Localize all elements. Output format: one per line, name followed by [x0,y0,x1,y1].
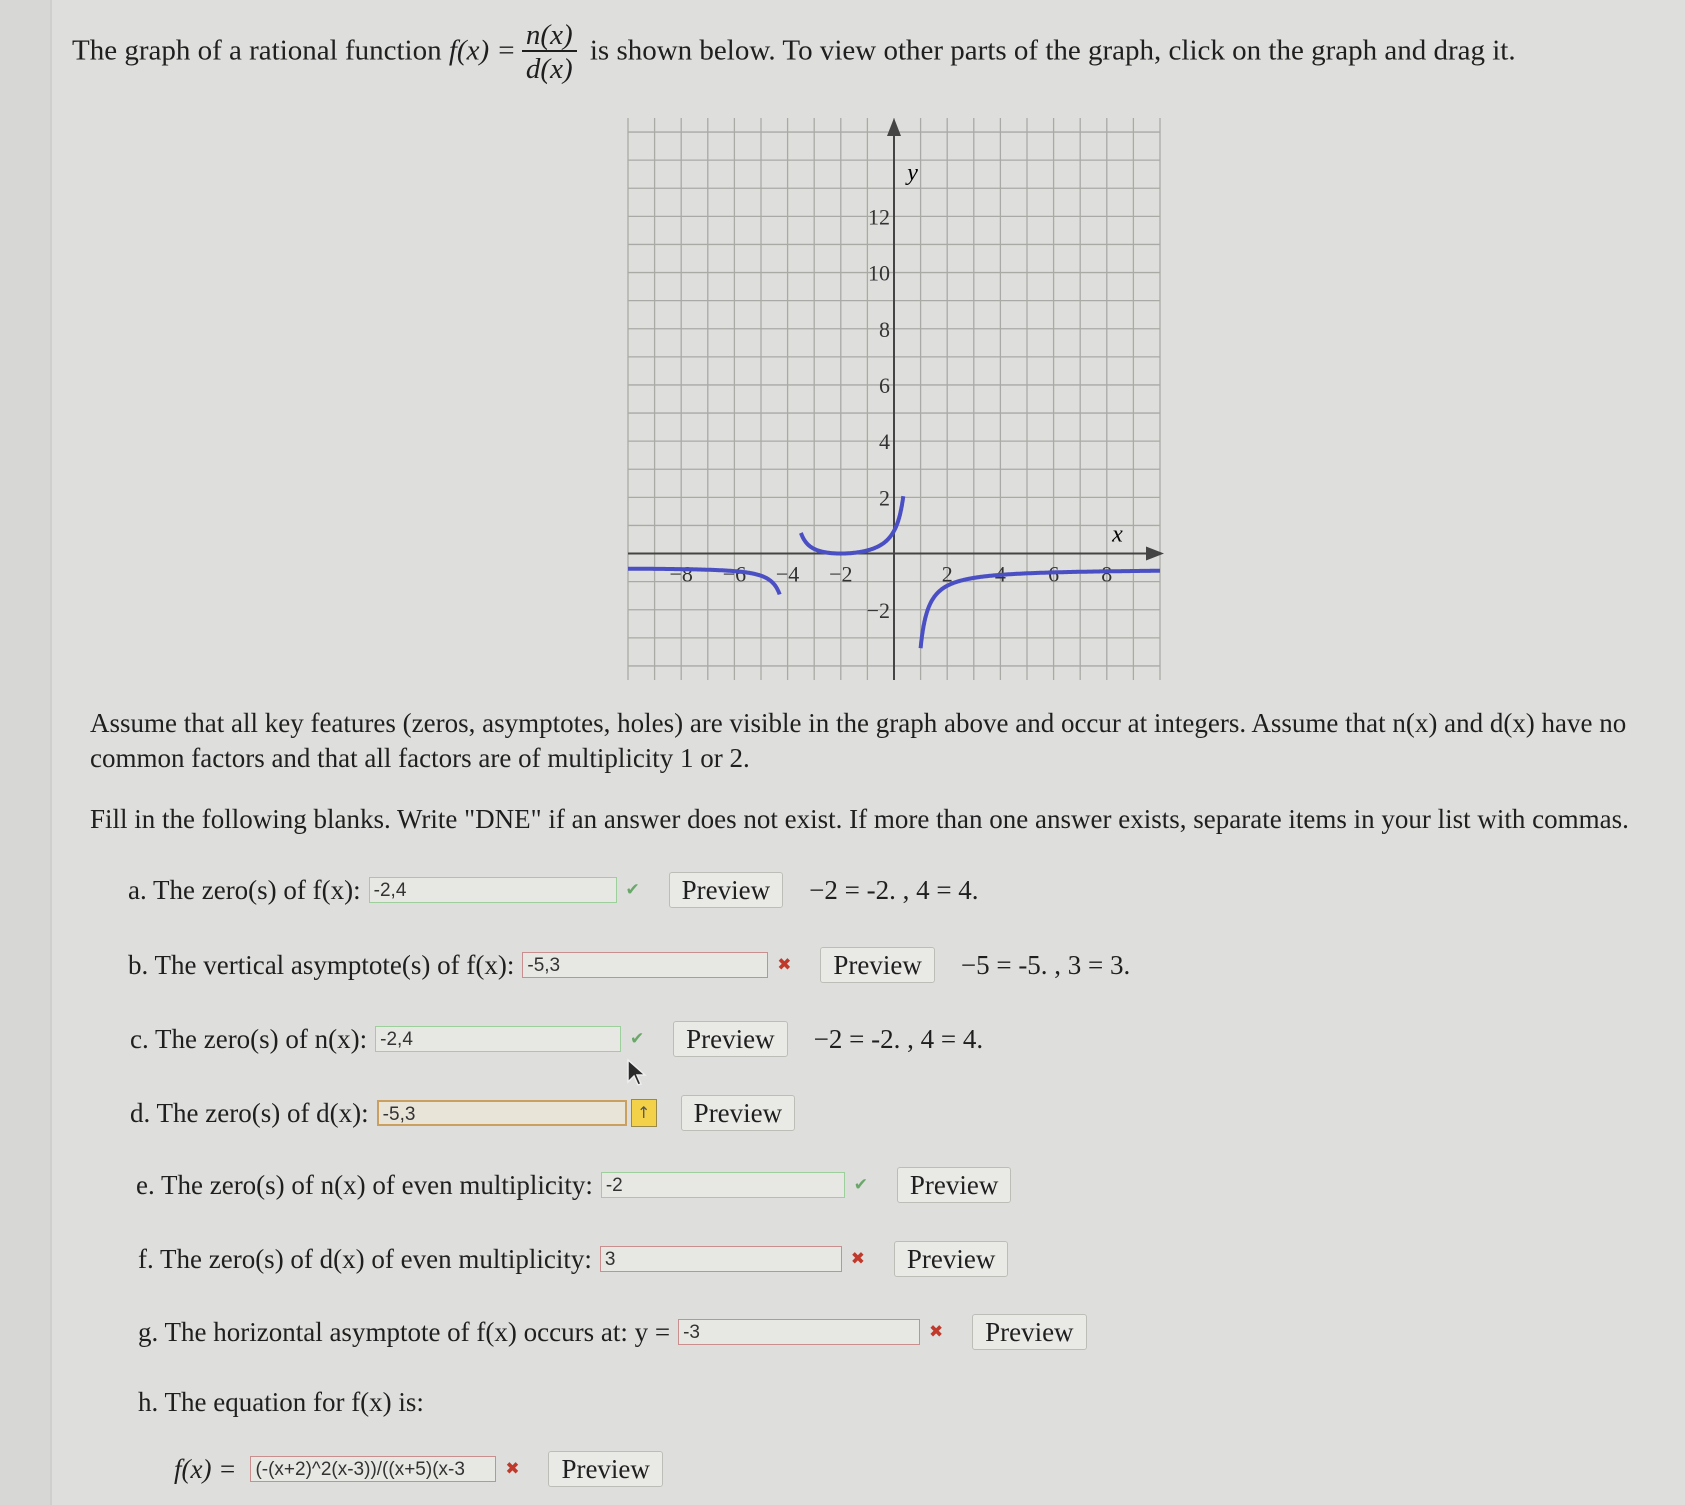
preview-b-result: −5 = -5. , 3 = 3. [960,950,1131,980]
incorrect-icon: ✖ [777,955,792,975]
y-axis-arrow [887,118,901,136]
x-axis-label: x [1112,521,1123,548]
x-tick-label: −8 [669,561,693,587]
question-h [138,1384,424,1420]
x-tick-label: −6 [722,561,747,587]
intro-fraction [522,20,577,86]
preview-g-button[interactable]: Preview [972,1314,1086,1350]
answer-d-input[interactable]: -5,3 [377,1100,627,1126]
preview-a-result: −2 = -2. , 4 = 4. [809,875,979,905]
question-g-label: g. The horizontal asymptote of f(x) occurs at: y = [138,1317,671,1347]
y-tick-label: 6 [879,372,890,398]
preview-d-button[interactable]: Preview [681,1095,795,1131]
preview-f-button[interactable]: Preview [894,1241,1008,1277]
question-g [138,1314,1087,1350]
incorrect-icon: ✖ [850,1249,865,1269]
answer-b-input[interactable]: -5,3 [522,952,768,978]
assumption-paragraph: Assume that all key features (zeros, asymptotes, holes) are visible in the graph above and occur at integers. Assume that n(x) and d(x) have no common factors and that all factors are of multiplicity 1 or 2. [90,708,1627,773]
fraction-numerator: n(x) [522,20,577,52]
x-tick-label: 2 [941,561,953,587]
preview-a-button[interactable]: Preview [669,872,783,908]
answer-h-input[interactable]: (-(x+2)^2(x-3))/((x+5)(x-3 [250,1456,496,1482]
x-tick-label: −4 [775,561,800,587]
x-tick-label: 4 [994,561,1006,587]
y-tick-label: 12 [868,204,890,230]
question-a-label: a. The zero(s) of f(x): [128,875,361,905]
warning-arrow-icon: ↑ [631,1099,657,1127]
question-a [128,872,979,908]
question-h-equation [174,1451,663,1487]
incorrect-icon: ✖ [505,1459,520,1479]
y-tick-label: 8 [879,316,890,342]
preview-h-button[interactable]: Preview [548,1451,662,1487]
y-tick-label: 4 [879,429,890,455]
preview-c-result: −2 = -2. , 4 = 4. [813,1024,984,1054]
question-e-label: e. The zero(s) of n(x) of even multiplicity: [136,1170,593,1200]
question-e [136,1167,1011,1203]
x-tick-label: 6 [1048,561,1060,587]
mouse-cursor-icon [626,1058,648,1088]
preview-c-button[interactable]: Preview [673,1021,787,1057]
question-c [130,1021,983,1057]
intro-text-before: The graph of a rational function [72,34,449,67]
question-c-label: c. The zero(s) of n(x): [130,1024,368,1054]
correct-icon: ✔ [625,880,640,900]
preview-b-button[interactable]: Preview [820,947,934,983]
y-tick-label: 2 [879,485,890,511]
answer-c-input[interactable]: -2,4 [375,1026,621,1052]
incorrect-icon: ✖ [928,1322,944,1342]
x-tick-label: −2 [829,561,853,587]
question-h-label: h. The equation for f(x) is: [138,1387,424,1417]
question-b-label: b. The vertical asymptote(s) of f(x): [128,950,515,980]
x-axis-arrow [1146,547,1164,561]
equation-lhs: f(x) = [174,1454,237,1484]
problem-intro [72,20,1672,86]
correct-icon: ✔ [630,1029,645,1049]
problem-page [50,0,1685,1505]
question-f-label: f. The zero(s) of d(x) of even multiplicity: [138,1244,592,1274]
question-d [130,1095,795,1131]
intro-function-lhs: f(x) = [448,34,516,67]
preview-e-button[interactable]: Preview [897,1167,1011,1203]
y-axis-label: y [907,159,918,186]
rational-function-graph[interactable] [612,110,1172,690]
answer-f-input[interactable]: 3 [600,1246,842,1272]
answer-g-input[interactable]: -3 [678,1319,920,1345]
question-f [138,1241,1008,1277]
y-tick-label: −2 [866,597,890,623]
correct-icon: ✔ [853,1175,868,1195]
intro-text-after: is shown below. To view other parts of the graph, click on the graph and drag it. [582,34,1516,67]
fraction-denominator: d(x) [525,53,573,85]
question-b [128,947,1130,983]
question-d-label: d. The zero(s) of d(x): [130,1098,369,1128]
instructions-paragraph: Fill in the following blanks. Write "DNE" if an answer does not exist. If more than one answer exists, separate items in your list with commas. [90,804,1629,834]
answer-a-input[interactable]: -2,4 [369,877,617,903]
answer-e-input[interactable]: -2 [601,1172,845,1198]
y-tick-label: 10 [868,260,890,286]
x-tick-label: 8 [1101,561,1113,587]
